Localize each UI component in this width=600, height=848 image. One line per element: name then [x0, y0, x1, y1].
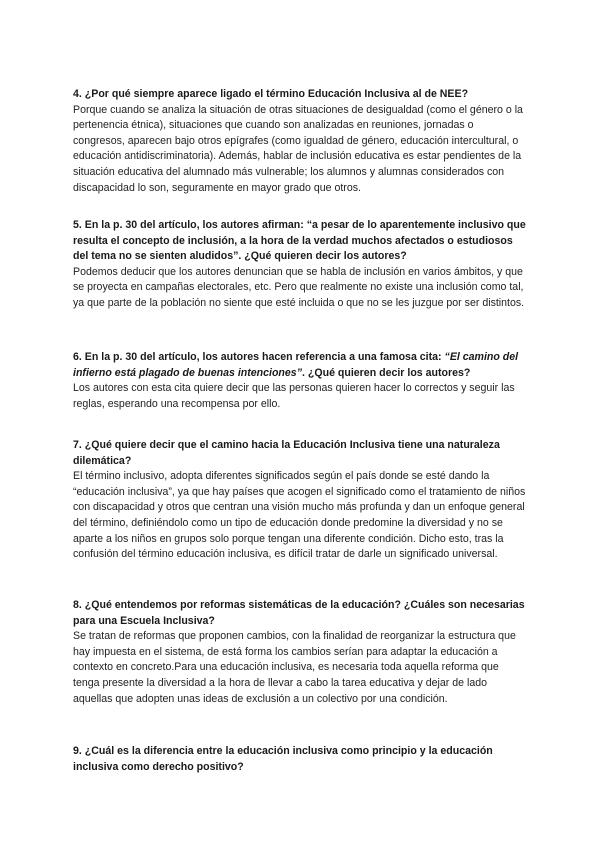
question-6-prefix: 6. En la p. 30 del artículo, los autores hacen referencia a una famosa cita:: [73, 351, 445, 363]
question-block-4: [73, 87, 528, 196]
question-6-suffix: . ¿Qué quieren decir los autores?: [302, 366, 471, 379]
question-block-8: [73, 598, 528, 707]
question-block-9: [73, 744, 528, 775]
answer-8: Se tratan de reformas que proponen cambios, con la finalidad de reorganizar la estructura que hay impuesta en el sistema, de está forma los cambios serían para adaptar la educación a contexto en concreto.Para una educación inclusiva, es necesaria toda aquella reforma que tenga presente la diversidad a la hora de llevar a cabo la tarea educativa y dejar de lado aquellas que adopten unas ideas de exclusión a un colectivo por una condición.: [73, 630, 516, 705]
answer-6: Los autores con esta cita quiere decir que las personas quieren hacer lo correctos y seguir las reglas, esperando una recompensa por ello.: [73, 382, 515, 410]
question-5: 5. En la p. 30 del artículo, los autores afirman: “a pesar de lo aparentemente inclusivo que resulta el concepto de inclusión, a la hora de la verdad muchos afectados o estudiosos del tema no se sienten aludidos”. ¿Qué quieren decir los autores?: [73, 219, 526, 263]
answer-7: El término inclusivo, adopta diferentes significados según el país donde se esté dando la “educación inclusiva”, ya que hay países que acogen el significado como el tratamiento de niños con discapacidad y otros que centran una visión mucho más profunda y dan un enfoque general del término, definiéndolo como un tipo de educación donde predomine la diversidad y no se aparte a los niños en grupos solo porque tengan una diferente condición. Dicho esto, tras la confusión del término educación inclusiva, es difícil tratar de darle un significado universal.: [73, 470, 526, 561]
question-block-7: [73, 438, 528, 563]
question-8: 8. ¿Qué entendemos por reformas sistemáticas de la educación? ¿Cuáles son necesarias para una Escuela Inclusiva?: [73, 599, 525, 627]
question-7: 7. ¿Qué quiere decir que el camino hacia la Educación Inclusiva tiene una naturaleza dilemática?: [73, 439, 500, 467]
question-block-5: [73, 218, 528, 312]
answer-4: Porque cuando se analiza la situación de otras situaciones de desigualdad (como el género o la pertenencia étnica), situaciones que cuando son analizadas en reuniones, jornadas o congresos, aparecen bajo otros epígrafes (como igualdad de género, educación intercultural, o educación antidiscriminatoria). Además, hablar de inclusión educativa es estar pendientes de la situación educativa del alumnado más vulnerable; los alumnos y alumnas considerados con discapacidad lo son, seguramente en mayor grado que otros.: [73, 103, 523, 194]
question-4: 4. ¿Por qué siempre aparece ligado el término Educación Inclusiva al de NEE?: [73, 88, 469, 100]
question-block-6: [73, 350, 528, 412]
answer-5: Podemos deducir que los autores denuncian que se habla de inclusión en varios ámbitos, y que se proyecta en campañas electorales, etc. Pero que realmente no existe una inclusión como tal, ya que parte de la población no siente que esté incluida o que no se les juzgue por ser distintos.: [73, 265, 525, 309]
question-6-quote: “El camino del infierno está plagado de buenas intenciones”: [73, 351, 519, 379]
question-9: 9. ¿Cuál es la diferencia entre la educación inclusiva como principio y la educación inclusiva como derecho positivo?: [73, 745, 493, 773]
question-6: [73, 350, 528, 381]
